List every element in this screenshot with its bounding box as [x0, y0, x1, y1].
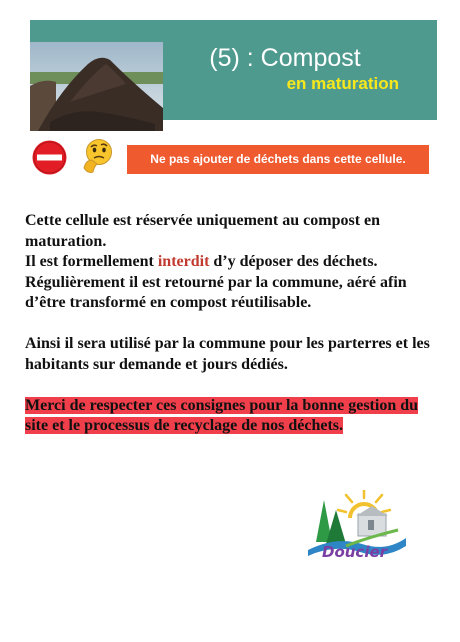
- forbidden-word: interdit: [157, 253, 210, 270]
- warning-banner: Ne pas ajouter de déchets dans cette cellule.: [127, 145, 429, 174]
- compost-pile-photo: [30, 42, 163, 131]
- paragraph-thanks: [25, 396, 435, 437]
- logo-name: Doucier: [322, 543, 388, 561]
- no-entry-icon: [32, 140, 67, 175]
- thanks-highlight: Merci de respecter ces consignes pour la bonne gestion du site et le processus de recyclage de nos déchets.: [25, 396, 419, 434]
- paragraph-reserved: Cette cellule est réservée uniquement au compost en maturation.: [25, 212, 381, 250]
- paragraph-usage: Ainsi il sera utilisé par la commune pour les parterres et les habitants sur demande et jours dédiés.: [25, 335, 430, 373]
- page-title: (5) : Compost: [209, 44, 361, 72]
- paragraph-forbidden: Il est formellement interdit d’y déposer des déchets.: [25, 253, 378, 270]
- page-subtitle: en maturation: [286, 74, 399, 93]
- thinking-face-icon: [80, 138, 114, 176]
- instructions-text: [25, 211, 435, 437]
- paragraph-turned: Régulièrement il est retourné par la commune, aéré afin d’être transformé en compost réutilisable.: [25, 273, 407, 311]
